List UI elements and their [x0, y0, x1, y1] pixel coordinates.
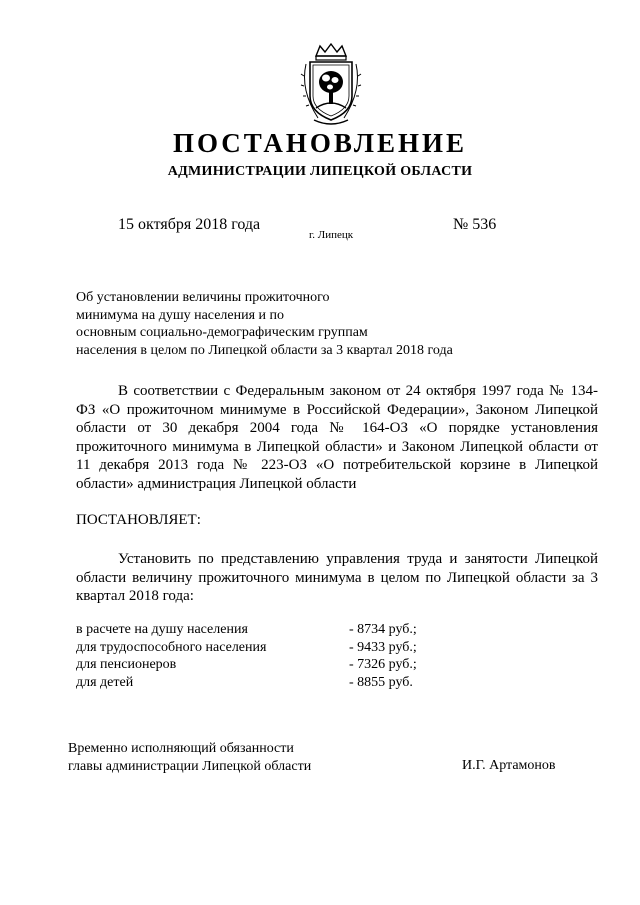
body-line: области величину прожиточного минимума в целом по Липецкой области за 3	[76, 569, 598, 586]
rate-value: - 8855 руб.	[349, 674, 413, 690]
rate-row	[76, 621, 417, 639]
issuing-authority: АДМИНИСТРАЦИИ ЛИПЕЦКОЙ ОБЛАСТИ	[167, 164, 473, 179]
document-title: ПОСТАНОВЛЕНИЕ	[172, 128, 468, 158]
lipetsk-coat-of-arms-icon	[298, 42, 364, 128]
subject-line: населения в целом по Липецкой области за 3 квартал 2018 года	[76, 342, 453, 358]
subject-line: основным социально-демографическим группам	[76, 325, 368, 340]
position-line: Временно исполняющий обязанности	[68, 741, 294, 756]
preamble-line: В соответствии с Федеральным законом от 24 октября 1997 года № 134-	[118, 383, 598, 399]
rate-label: для трудоспособного населения	[76, 639, 267, 655]
rates-list	[76, 621, 417, 691]
subject-line: Об установлении величины прожиточного	[76, 290, 330, 305]
body-line: квартал 2018 года:	[76, 588, 194, 604]
rate-row	[76, 656, 417, 674]
preamble-line: 11 декабря 2013 года № 223-ОЗ «О потребительской корзине в Липецкой	[76, 457, 598, 473]
rate-value: - 8734 руб.;	[349, 622, 417, 637]
rate-label: в расчете на душу населения	[76, 622, 248, 637]
document-city: г. Липецк	[309, 229, 354, 241]
signatory-position	[68, 740, 311, 776]
document-subject	[76, 289, 453, 359]
rate-label: для пенсионеров	[76, 657, 177, 672]
signatory-name: И.Г. Артамонов	[462, 758, 556, 773]
subject-line: минимума на душу населения и по	[76, 307, 285, 323]
preamble-line: области от 30 декабря 2004 года № 164-ОЗ «О порядке установления	[76, 420, 598, 436]
document-number: № 536	[453, 216, 497, 233]
rate-value: - 7326 руб.;	[349, 657, 417, 672]
rate-row	[76, 639, 417, 657]
preamble-paragraph	[76, 382, 598, 493]
preamble-line: ФЗ «О прожиточном минимуме в Российской Федерации», Законом Липецкой	[76, 401, 598, 418]
decree-word: ПОСТАНОВЛЯЕТ:	[76, 512, 201, 528]
rate-row	[76, 674, 417, 692]
rate-value: - 9433 руб.;	[349, 639, 417, 655]
position-line: главы администрации Липецкой области	[68, 759, 312, 774]
rate-label: для детей	[76, 674, 134, 690]
body-paragraph	[76, 550, 598, 606]
body-line: Установить по представлению управления труда и занятости Липецкой	[118, 551, 598, 567]
preamble-line: прожиточного минимума в Липецкой области» и Законом Липецкой области от	[76, 438, 598, 455]
preamble-line: области» администрация Липецкой области	[76, 475, 357, 492]
document-date: 15 октября 2018 года	[118, 216, 261, 233]
